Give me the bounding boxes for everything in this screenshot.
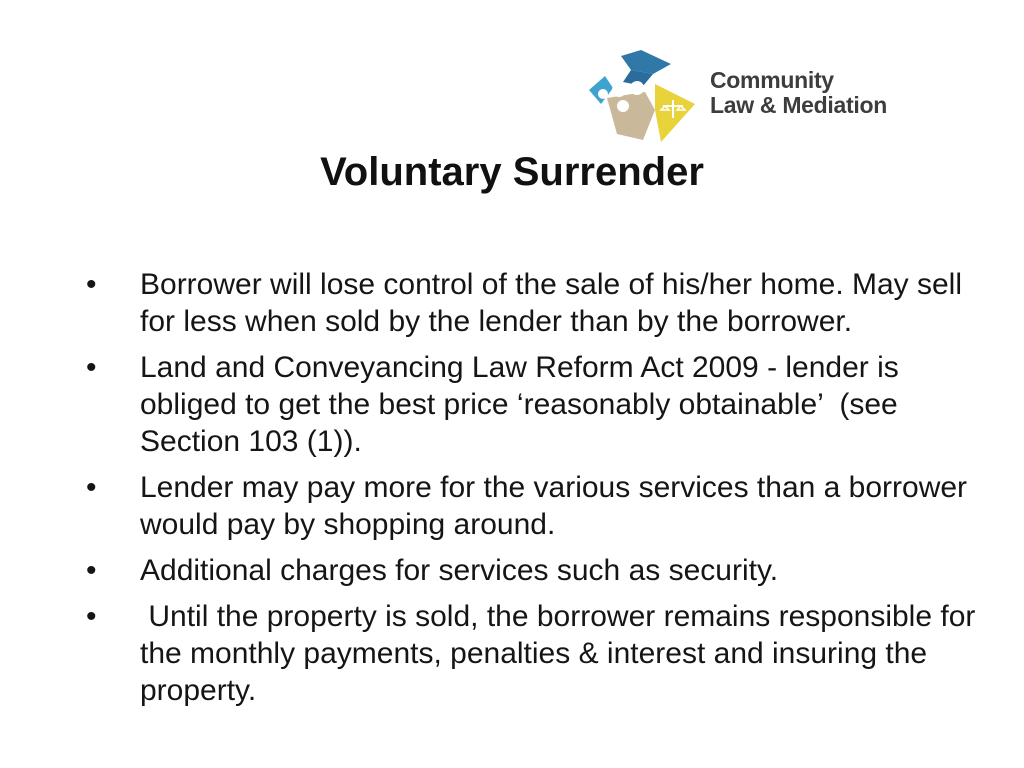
bullet-item [82,598,982,709]
slide-title: Voluntary Surrender [320,150,704,194]
bullet-icon: • [86,471,97,504]
bullet-item [82,469,982,543]
bullet-icon: • [86,351,97,384]
logo-line-2: Law & Mediation [710,92,887,118]
bullet-icon: • [86,600,97,633]
bullet-item [82,552,982,589]
bullet-text: Borrower will lose control of the sale of his/her home. May sell for less when sold by the lender than by the borrower. [140,268,971,338]
bullet-list [82,266,982,718]
organization-logo [583,48,928,143]
bullet-text: Land and Conveyancing Law Reform Act 2009 - lender is obliged to get the best price ‘reasonably obtainable’ (see Section 103 (1)). [140,351,908,458]
bullet-icon: • [86,554,97,587]
bullet-icon: • [86,268,97,301]
bullet-item [82,349,982,460]
bullet-text: Until the property is sold, the borrower remains responsible for the monthly payments, penalties & interest and insuring the property. [140,600,984,707]
bullet-item [82,266,982,340]
logo-wordmark [710,68,887,118]
bullet-text: Lender may pay more for the various services than a borrower would pay by shopping around. [140,471,976,541]
bullet-text: Additional charges for services such as security. [140,554,779,587]
logo-line-1: Community [710,67,834,93]
community-law-mediation-logo-icon [583,48,699,143]
